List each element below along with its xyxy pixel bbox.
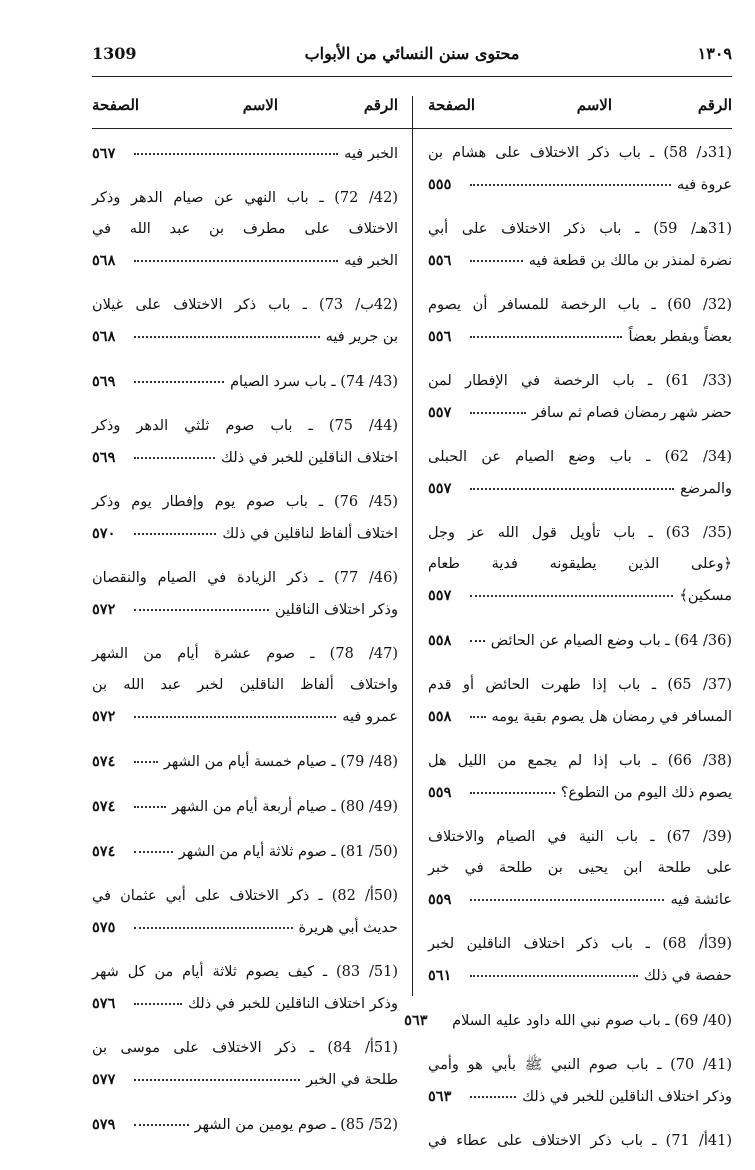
entry-text-line: (37/ 65) ـ باب إذا طهرت الحائض أو قدم xyxy=(428,677,732,693)
entry-page-number: ٥٥٧ xyxy=(428,587,452,604)
page-title: محتوى سنن النسائي من الأبواب xyxy=(304,44,520,63)
entry-page-number: ٥٦١ xyxy=(428,967,452,984)
leader-dots xyxy=(470,640,485,642)
entry-text-line: (51أ/ 84) ـ ذكر الاختلاف على موسى بن xyxy=(92,1040,398,1056)
entry-text-line: ﴿وعلى الذين يطيقونه فدية طعام xyxy=(428,556,732,572)
entry-text: بعضاً ويفطر بعضاً xyxy=(628,329,732,345)
entry-text-line: (32/ 60) ـ باب الرخصة للمسافر أن يصوم xyxy=(428,297,732,313)
toc-entry xyxy=(92,487,398,550)
entry-text: عمرو فيه xyxy=(342,709,398,725)
entry-text-line: (42/ 72) ـ باب النهي عن صيام الدهر وذكر xyxy=(92,190,398,206)
toc-entry xyxy=(92,791,398,823)
entry-last-line xyxy=(428,884,732,916)
leader-dots xyxy=(470,412,526,414)
toc-entry xyxy=(428,746,732,809)
entry-page-number: ٥٧٠ xyxy=(92,525,116,542)
entry-last-line xyxy=(92,746,398,778)
entry-text-line: واختلاف ألفاظ الناقلين لخبر عبد الله بن xyxy=(92,677,398,693)
toc-entry xyxy=(92,836,398,868)
leader-dots xyxy=(134,153,338,155)
toc-entry xyxy=(92,881,398,944)
entry-last-line xyxy=(428,625,732,657)
entry-text: طلحة في الخبر xyxy=(306,1072,398,1088)
entry-text-line: (31هـ/ 59) ـ باب ذكر الاختلاف على أبي xyxy=(428,221,732,237)
entry-last-line xyxy=(428,580,732,612)
leader-dots xyxy=(134,761,158,763)
entry-last-line xyxy=(428,701,732,733)
toc-entry xyxy=(428,138,732,201)
toc-entry xyxy=(92,411,398,474)
entry-page-number: ٥٥٨ xyxy=(428,708,452,725)
toc-entry xyxy=(92,957,398,1020)
entry-last-line xyxy=(92,366,398,398)
leader-dots xyxy=(134,927,293,929)
entry-text: (52/ 85) ـ صوم يومين من الشهر xyxy=(194,1117,398,1133)
column-header-name: الاسم xyxy=(242,96,278,114)
right-column-header xyxy=(428,96,732,124)
entry-text: (50/ 81) ـ صوم ثلاثة أيام من الشهر xyxy=(178,844,398,860)
entry-page-number: ٥٧٤ xyxy=(92,798,116,815)
entry-text-line: (44/ 75) ـ باب صوم ثلثي الدهر وذكر xyxy=(92,418,399,434)
toc-entry xyxy=(92,639,398,733)
entry-text: عائشة فيه xyxy=(670,892,732,908)
entry-text: حفصة في ذلك xyxy=(644,968,732,984)
leader-dots xyxy=(134,336,320,338)
toc-entry xyxy=(404,1005,732,1037)
entry-text: بن جرير فيه xyxy=(325,329,398,345)
entry-last-line xyxy=(92,245,398,277)
leader-dots xyxy=(470,488,674,490)
entry-last-line xyxy=(428,777,732,809)
leader-dots xyxy=(470,716,486,718)
toc-entry xyxy=(92,138,398,170)
leader-dots xyxy=(470,792,555,794)
page-header xyxy=(92,44,732,74)
entry-text: وذكر اختلاف الناقلين للخبر في ذلك xyxy=(522,1089,732,1105)
left-column-header xyxy=(92,96,398,124)
entry-text-line: (45/ 76) ـ باب صوم يوم وإفطار يوم وذكر xyxy=(92,494,399,510)
entry-page-number: ٥٦٣ xyxy=(428,1088,452,1105)
entry-last-line xyxy=(428,245,732,277)
entry-text-line: على طلحة ابن يحيى بن طلحة في خبر xyxy=(428,860,732,876)
entry-last-line xyxy=(92,988,398,1020)
entry-text: مسكين﴾ xyxy=(679,588,732,604)
leader-dots xyxy=(470,184,671,186)
header-rule xyxy=(92,76,732,77)
leader-dots xyxy=(134,260,338,262)
entry-text-line: (31د/ 58) ـ باب ذكر الاختلاف على هشام بن xyxy=(428,145,733,161)
left-column xyxy=(92,138,398,1154)
entry-text-line: (47/ 78) ـ صوم عشرة أيام من الشهر xyxy=(92,646,398,662)
entry-page-number: ٥٧٧ xyxy=(92,1071,116,1088)
leader-dots xyxy=(470,975,638,977)
entry-page-number: ٥٥٦ xyxy=(428,252,452,269)
entry-text: اختلاف ألفاظ لناقلين في ذلك xyxy=(222,526,398,542)
toc-entry xyxy=(428,518,732,612)
entry-text-line: الاختلاف على مطرف بن عبد الله في xyxy=(92,221,398,237)
toc-entry xyxy=(92,746,398,778)
column-header-page: الصفحة xyxy=(92,96,140,114)
leader-dots xyxy=(470,1096,516,1098)
entry-text-line: (41أ/ 71) ـ باب ذكر الاختلاف على عطاء في xyxy=(428,1133,732,1149)
toc-entry xyxy=(92,366,398,398)
entry-text-line: (33/ 61) ـ باب الرخصة في الإفطار لمن xyxy=(428,373,733,389)
right-column xyxy=(404,138,733,1170)
column-divider xyxy=(412,96,413,996)
entry-page-number: ٥٥٥ xyxy=(428,176,452,193)
column-header-name: الاسم xyxy=(576,96,612,114)
entry-last-line xyxy=(92,138,398,170)
toc-entry xyxy=(428,214,732,277)
entry-last-line xyxy=(92,594,398,626)
toc-entry xyxy=(92,1033,398,1096)
entry-page-number: ٥٦٧ xyxy=(92,145,116,162)
entry-text-line: (46/ 77) ـ ذكر الزيادة في الصيام والنقصان xyxy=(92,570,398,586)
entry-text: حديث أبي هريرة xyxy=(298,920,398,936)
entry-last-line xyxy=(428,397,732,429)
entry-text-line: (39/ 67) ـ باب النية في الصيام والاختلاف xyxy=(428,829,732,845)
page-number-latin: 1309 xyxy=(92,44,137,63)
toc-entry xyxy=(428,929,732,992)
entry-text: (43/ 74) ـ باب سرد الصيام xyxy=(230,374,398,390)
entry-last-line xyxy=(92,321,398,353)
toc-entry xyxy=(428,625,732,657)
leader-dots xyxy=(134,1079,300,1081)
entry-page-number: ٥٥٩ xyxy=(428,784,452,801)
entry-text-line: (50أ/ 82) ـ ذكر الاختلاف على أبي عثمان في xyxy=(92,888,399,904)
toc-entry xyxy=(92,290,398,353)
entry-text-line: (42ب/ 73) ـ باب ذكر الاختلاف على غيلان xyxy=(92,297,398,313)
entry-text-line: (51/ 83) ـ كيف يصوم ثلاثة أيام من كل شهر xyxy=(92,964,398,980)
leader-dots xyxy=(134,457,215,459)
leader-dots xyxy=(134,806,166,808)
entry-page-number: ٥٥٧ xyxy=(428,404,452,421)
entry-page-number: ٥٧٤ xyxy=(92,753,116,770)
entry-last-line xyxy=(92,701,398,733)
entry-text-line: (39أ/ 68) ـ باب ذكر اختلاف الناقلين لخبر xyxy=(428,936,732,952)
toc-entry xyxy=(428,822,732,916)
entry-last-line xyxy=(428,1081,732,1113)
entry-text: (36/ 64) ـ باب وضع الصيام عن الحائض xyxy=(490,633,732,649)
entry-text: (48/ 79) ـ صيام خمسة أيام من الشهر xyxy=(163,754,398,770)
leader-dots xyxy=(134,533,216,535)
toc-entry xyxy=(92,563,398,626)
column-header-number: الرقم xyxy=(697,96,732,114)
entry-text: الخبر فيه xyxy=(344,146,398,162)
entry-last-line xyxy=(92,518,398,550)
entry-page-number: ٥٧٢ xyxy=(92,601,116,618)
entry-page-number: ٥٦٨ xyxy=(92,328,116,345)
leader-dots xyxy=(134,381,224,383)
toc-entry xyxy=(428,442,732,505)
column-header-number: الرقم xyxy=(363,96,398,114)
entry-text: يصوم ذلك اليوم من التطوع؟ xyxy=(560,785,732,801)
toc-entry xyxy=(428,366,732,429)
entry-last-line xyxy=(92,912,398,944)
leader-dots xyxy=(470,336,622,338)
entry-page-number: ٥٦٨ xyxy=(92,252,116,269)
entry-page-number: ٥٦٣ xyxy=(404,1012,428,1029)
entry-page-number: ٥٥٦ xyxy=(428,328,452,345)
entry-last-line xyxy=(92,1064,398,1096)
entry-text-line: (41/ 70) ـ باب صوم النبي ﷺ بأبي هو وأمي xyxy=(428,1057,732,1073)
entry-page-number: ٥٧٥ xyxy=(92,919,116,936)
entry-last-line xyxy=(92,442,398,474)
entry-page-number: ٥٥٨ xyxy=(428,632,452,649)
leader-dots xyxy=(134,1124,189,1126)
entry-last-line xyxy=(92,791,398,823)
leader-dots xyxy=(470,595,673,597)
entry-page-number: ٥٦٩ xyxy=(92,373,116,390)
entry-last-line xyxy=(428,960,732,992)
entry-page-number: ٥٦٩ xyxy=(92,449,116,466)
entry-text-line: (38/ 66) ـ باب إذا لم يجمع من الليل هل xyxy=(428,753,732,769)
entry-text: حضر شهر رمضان فصام ثم سافر xyxy=(532,405,732,421)
entry-text: عروة فيه xyxy=(677,177,732,193)
entry-page-number: ٥٧٩ xyxy=(92,1116,116,1133)
column-header-page: الصفحة xyxy=(428,96,476,114)
entry-last-line xyxy=(428,321,732,353)
entry-text: اختلاف الناقلين للخبر في ذلك xyxy=(221,450,398,466)
leader-dots xyxy=(470,260,523,262)
entry-page-number: ٥٥٧ xyxy=(428,480,452,497)
entry-text: وذكر اختلاف الناقلين xyxy=(274,602,398,618)
toc-entry xyxy=(428,670,732,733)
toc-entry xyxy=(428,290,732,353)
entry-page-number: ٥٧٤ xyxy=(92,843,116,860)
toc-entry xyxy=(92,1109,398,1141)
entry-text: الخبر فيه xyxy=(344,253,398,269)
entry-text: وذكر اختلاف الناقلين للخبر في ذلك xyxy=(188,996,398,1012)
entry-text: المسافر في رمضان هل يصوم بقية يومه xyxy=(491,709,732,725)
toc-entry xyxy=(428,1126,732,1157)
page-number-arabic: ١٣٠٩ xyxy=(697,44,732,63)
entry-text: (49/ 80) ـ صيام أربعة أيام من الشهر xyxy=(172,799,398,815)
entry-text: (40/ 69) ـ باب صوم نبي الله داود عليه السلام xyxy=(452,1013,732,1029)
leader-dots xyxy=(134,609,269,611)
entry-text-line: (34/ 62) ـ باب وضع الصيام عن الحبلى xyxy=(428,449,732,465)
entry-last-line xyxy=(92,1109,398,1141)
leader-dots xyxy=(134,851,173,853)
entry-last-line xyxy=(428,473,732,505)
entry-page-number: ٥٥٩ xyxy=(428,891,452,908)
entry-text-line: (35/ 63) ـ باب تأويل قول الله عز وجل xyxy=(428,525,732,541)
entry-page-number: ٥٧٢ xyxy=(92,708,116,725)
leader-dots xyxy=(134,1003,182,1005)
toc-entry xyxy=(92,183,398,277)
leader-dots xyxy=(470,899,664,901)
entry-text: نضرة لمنذر بن مالك بن قطعة فيه xyxy=(528,253,732,269)
entry-last-line xyxy=(428,169,732,201)
toc-entry xyxy=(428,1050,732,1113)
entry-page-number: ٥٧٦ xyxy=(92,995,116,1012)
entry-last-line xyxy=(92,836,398,868)
leader-dots xyxy=(134,716,336,718)
entry-text: والمرضع xyxy=(680,481,732,497)
entry-last-line xyxy=(404,1005,732,1037)
